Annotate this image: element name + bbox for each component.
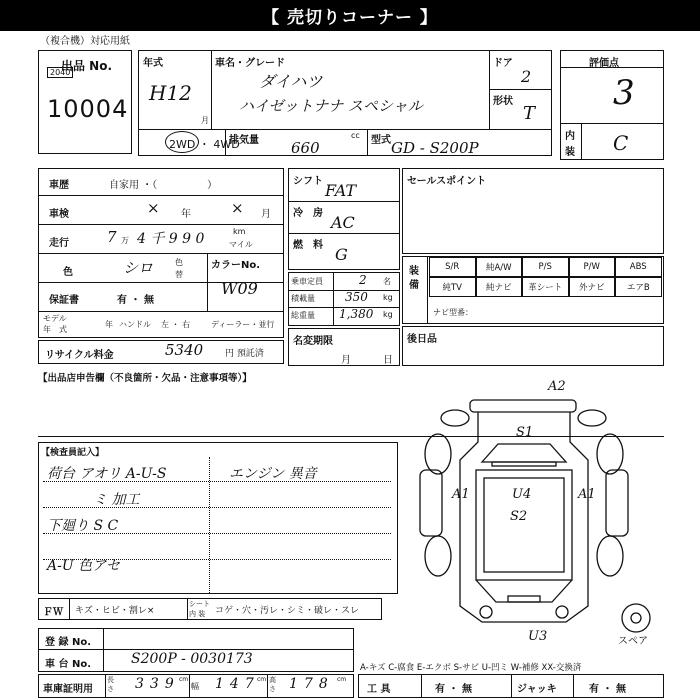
history-box <box>38 168 284 338</box>
mileage-rest: 4 千 9 9 0 <box>137 231 205 247</box>
equipment-box <box>402 256 664 324</box>
header-bar <box>0 0 700 31</box>
certificate-label: 車庫証明用 <box>43 684 93 695</box>
equipment-cell: エアB <box>615 277 662 297</box>
fuel-label: 燃 料 <box>293 240 323 251</box>
ac-value: AC <box>331 213 355 232</box>
equipment-cell: S/R <box>429 257 476 277</box>
lot-number: 10004 <box>47 95 129 123</box>
eval-value: 3 <box>613 73 635 113</box>
inspector-line-1: 荷台 アオリ A-U-S <box>47 466 167 482</box>
shape-value: T <box>523 103 536 124</box>
recycle-box <box>38 340 284 364</box>
lot-box <box>38 50 132 154</box>
handle-value: 左 ・ 右 <box>161 320 191 329</box>
riders-label: 乗車定員 <box>291 277 323 286</box>
inspection-label: 車検 <box>49 209 69 220</box>
tools-value: 有 ・ 無 <box>435 684 472 695</box>
mileage-man-unit: 万 <box>121 236 129 245</box>
declaration-label: 【出品店申告欄（不良箇所・欠品・注意事項等）】 <box>38 373 252 384</box>
inspection-month: × <box>231 199 244 217</box>
name-change-day: 日 <box>383 355 393 366</box>
seat-items: コゲ・穴・汚レ・シミ・破レ・スレ <box>215 606 360 616</box>
history-value: 自家用 ・（ ） <box>109 180 218 191</box>
name-label: 車名・グレード <box>215 58 285 69</box>
riders-value: 2 <box>359 273 367 287</box>
disp-unit: cc <box>351 131 360 140</box>
color-label: 色 <box>63 267 73 278</box>
inspector-label: 【検査員記入】 <box>41 448 105 458</box>
dealer-label: ディーラー・並行 <box>211 320 275 329</box>
inspector-line-3: 下廻り S C <box>47 518 119 534</box>
certificate-box <box>38 674 354 698</box>
shape-label: 形状 <box>493 96 513 107</box>
warranty-label: 保証書 <box>49 295 79 306</box>
mark-a1-right: A1 <box>578 487 596 502</box>
riders-unit: 名 <box>383 277 391 286</box>
inspection-year: × <box>147 199 160 217</box>
gross-unit: kg <box>383 310 393 319</box>
equipment-cell: 外ナビ <box>569 277 616 297</box>
name-change-label: 名変期限 <box>293 336 333 347</box>
color-no-value: W09 <box>221 279 258 298</box>
interior-label-1: 内 <box>565 131 575 142</box>
equipment-cell: 純ナビ <box>476 277 523 297</box>
seat-label-1: シート <box>189 600 210 608</box>
model-label-1: モデル <box>43 314 67 323</box>
width-value: 147 <box>215 676 260 692</box>
evaluation-box <box>560 50 664 160</box>
interior-label-2: 装 <box>565 147 575 158</box>
inspector-line-4: A-U 色アセ <box>47 558 120 574</box>
tools-box <box>358 674 664 698</box>
load-unit: kg <box>383 293 393 302</box>
year-label: 年式 <box>143 58 163 69</box>
chassis-label: 車 台 No. <box>45 659 92 670</box>
handle-label: ハンドル <box>119 320 151 329</box>
mark-a2: A2 <box>548 379 566 394</box>
tools-label: 工 具 <box>367 684 391 695</box>
inspector-box <box>38 442 398 594</box>
registration-label: 登 録 No. <box>45 637 92 648</box>
after-date-label: 後日品 <box>407 334 437 345</box>
load-value: 350 <box>345 290 368 304</box>
color-change-1: 色 <box>175 258 183 267</box>
inspection-year-unit: 年 <box>181 209 191 220</box>
fuel-value: G <box>335 245 348 264</box>
height-label: 高さ <box>269 676 276 693</box>
spare-label: スペア <box>618 636 648 646</box>
type-value: GD - S200P <box>391 139 479 157</box>
mileage-man: 7 <box>107 228 117 246</box>
shift-box <box>288 168 400 270</box>
capacity-box <box>288 272 400 326</box>
mark-s1: S1 <box>516 425 534 440</box>
mark-u4: U4 <box>512 487 532 502</box>
mileage-unit-km: km <box>233 227 246 236</box>
lot-sub: 2040 <box>47 67 73 78</box>
registration-box <box>38 628 354 672</box>
interior-value: C <box>613 131 629 155</box>
nav-label: ナビ型番： <box>433 308 473 317</box>
vehicle-box <box>138 50 552 156</box>
fw-row <box>38 598 382 620</box>
disp-value: 660 <box>291 139 320 157</box>
name-change-month: 月 <box>341 355 351 366</box>
mark-s2: S2 <box>510 509 528 524</box>
sales-point-label: セールスポイント <box>407 176 487 187</box>
gross-label: 総重量 <box>291 311 315 320</box>
name-change-box <box>288 328 400 366</box>
equipment-cell: 純A/W <box>476 257 523 277</box>
equipment-cell: ABS <box>615 257 662 277</box>
after-date-box <box>402 326 664 366</box>
color-no-label: カラーNo. <box>211 260 261 271</box>
width-label: 幅 <box>191 682 199 691</box>
model-year-unit: 年 <box>105 320 113 329</box>
seat-label-2: 内 装 <box>189 610 206 618</box>
fw-label: ＦＷ <box>43 607 63 618</box>
vehicle-diagram <box>400 370 664 646</box>
inspection-month-unit: 月 <box>261 209 271 220</box>
mark-u3: U3 <box>528 629 548 644</box>
color-value: シロ <box>123 259 154 277</box>
name-maker: ダイハツ <box>259 72 323 91</box>
ac-label: 冷 房 <box>293 208 323 219</box>
equipment-cell: P/W <box>569 257 616 277</box>
type-label: 型式 <box>371 135 391 146</box>
damage-legend: A-キズ C-腐食 E-エクボ S-サビ U-凹ミ W-補修 XX-交換済 <box>360 663 582 673</box>
chassis-value: S200P - 0030173 <box>131 651 253 667</box>
len-label: 長さ <box>107 676 114 693</box>
inspector-line-1b: エンジン 異音 <box>229 466 317 482</box>
name-grade: ハイゼットナナ スペシャル <box>239 97 423 115</box>
unit-2: cm <box>257 676 267 683</box>
year-value: H12 <box>149 81 192 105</box>
equipment-cell: 革シート <box>522 277 569 297</box>
len-value: 339 <box>135 676 180 692</box>
recycle-value: 5340 <box>165 341 204 359</box>
unit-1: cm <box>179 676 189 683</box>
history-label: 車歴 <box>49 180 69 191</box>
equipment-cell: 純TV <box>429 277 476 297</box>
jack-label: ジャッキ <box>517 684 557 695</box>
height-value: 178 <box>289 676 334 692</box>
header-title: 【 売切りコーナー 】 <box>262 8 438 28</box>
door-value: 2 <box>521 67 532 86</box>
mark-a1-left: A1 <box>452 487 470 502</box>
shift-label: シフト <box>293 176 323 187</box>
door-label: ドア <box>493 58 513 69</box>
warranty-value: 有 ・ 無 <box>117 295 154 306</box>
jack-value: 有 ・ 無 <box>589 684 626 695</box>
inspector-line-2: ミ 加工 <box>93 492 140 508</box>
mileage-label: 走行 <box>49 238 69 249</box>
disp-label: 排気量 <box>229 135 259 146</box>
equipment-cell: P/S <box>522 257 569 277</box>
sales-point-box <box>402 168 664 254</box>
eval-label: 評価点 <box>589 58 619 69</box>
recycle-unit: 円 預託済 <box>225 349 264 359</box>
shift-value: FAT <box>325 181 357 200</box>
load-label: 積載量 <box>291 294 315 303</box>
color-change-2: 替 <box>175 270 183 279</box>
gross-value: 1,380 <box>339 307 374 321</box>
fw-items: キズ・ヒビ・割レ× <box>75 606 155 616</box>
equipment-label: 装備 <box>409 266 419 291</box>
recycle-label: リサイクル料金 <box>45 350 114 361</box>
mileage-unit-mile: マイル <box>229 240 253 249</box>
lot-label: 出品 No. <box>61 59 113 73</box>
unit-3: cm <box>337 676 347 683</box>
model-label-2: 年 式 <box>43 325 67 334</box>
drive-label: 2WD ・ 4WD <box>169 138 240 151</box>
month-suffix: 月 <box>201 116 209 125</box>
top-note: （複合機）対応用紙 <box>40 36 130 47</box>
